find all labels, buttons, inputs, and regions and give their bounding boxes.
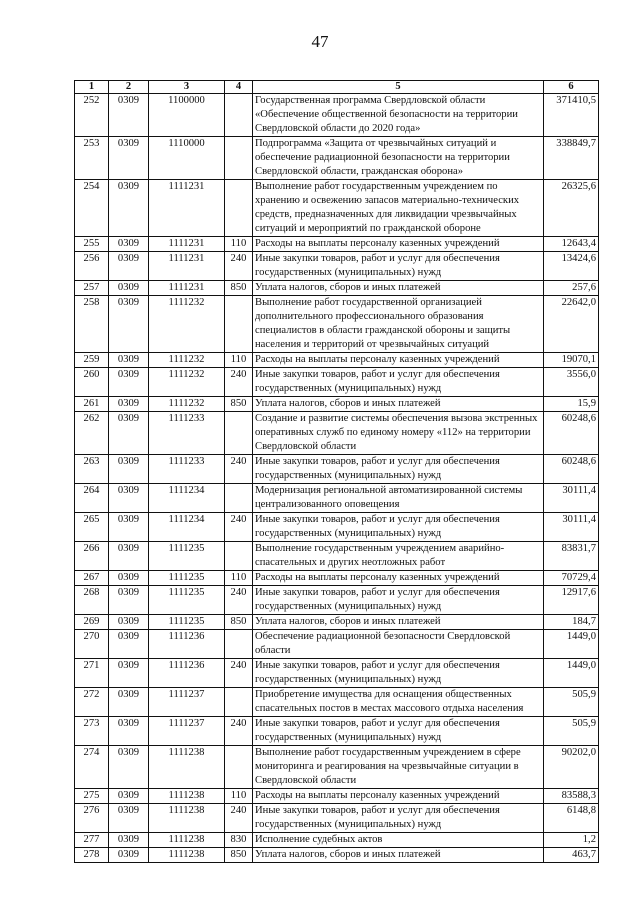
amount: 70729,4 bbox=[544, 571, 599, 586]
table-row bbox=[75, 368, 599, 397]
target-article-code: 1111231 bbox=[149, 252, 225, 281]
column-header: 3 bbox=[149, 81, 225, 94]
row-number: 264 bbox=[75, 484, 109, 513]
expense-type-code: 240 bbox=[225, 368, 253, 397]
expense-type-code bbox=[225, 688, 253, 717]
section-code: 0309 bbox=[109, 630, 149, 659]
amount: 30111,4 bbox=[544, 513, 599, 542]
table-row bbox=[75, 94, 599, 137]
section-code: 0309 bbox=[109, 717, 149, 746]
item-name: Уплата налогов, сборов и иных платежей bbox=[253, 848, 544, 863]
column-header: 4 bbox=[225, 81, 253, 94]
table-row bbox=[75, 659, 599, 688]
amount: 505,9 bbox=[544, 717, 599, 746]
item-name: Обеспечение радиационной безопасности Свердловской области bbox=[253, 630, 544, 659]
target-article-code: 1111232 bbox=[149, 353, 225, 368]
table-row bbox=[75, 137, 599, 180]
expense-type-code bbox=[225, 746, 253, 789]
section-code: 0309 bbox=[109, 571, 149, 586]
row-number: 270 bbox=[75, 630, 109, 659]
target-article-code: 1111234 bbox=[149, 484, 225, 513]
amount: 338849,7 bbox=[544, 137, 599, 180]
amount: 60248,6 bbox=[544, 455, 599, 484]
item-name: Создание и развитие системы обеспечения вызова экстренных оперативных служб по единому номеру «112» на территории Свердловской области bbox=[253, 412, 544, 455]
row-number: 256 bbox=[75, 252, 109, 281]
expense-type-code bbox=[225, 412, 253, 455]
table-row bbox=[75, 281, 599, 296]
expense-type-code: 850 bbox=[225, 615, 253, 630]
amount: 15,9 bbox=[544, 397, 599, 412]
section-code: 0309 bbox=[109, 789, 149, 804]
expense-type-code bbox=[225, 296, 253, 353]
table-row bbox=[75, 717, 599, 746]
row-number: 277 bbox=[75, 833, 109, 848]
expense-type-code: 850 bbox=[225, 281, 253, 296]
page-number: 47 bbox=[311, 32, 329, 51]
expense-type-code bbox=[225, 542, 253, 571]
section-code: 0309 bbox=[109, 833, 149, 848]
target-article-code: 1111235 bbox=[149, 586, 225, 615]
row-number: 273 bbox=[75, 717, 109, 746]
section-code: 0309 bbox=[109, 455, 149, 484]
target-article-code: 1111233 bbox=[149, 455, 225, 484]
table-row bbox=[75, 397, 599, 412]
expense-type-code bbox=[225, 137, 253, 180]
target-article-code: 1111235 bbox=[149, 615, 225, 630]
row-number: 271 bbox=[75, 659, 109, 688]
row-number: 260 bbox=[75, 368, 109, 397]
column-header: 5 bbox=[253, 81, 544, 94]
item-name: Иные закупки товаров, работ и услуг для обеспечения государственных (муниципальных) нужд bbox=[253, 368, 544, 397]
amount: 184,7 bbox=[544, 615, 599, 630]
table-row bbox=[75, 542, 599, 571]
target-article-code: 1111238 bbox=[149, 746, 225, 789]
item-name: Выполнение работ государственной организацией дополнительного профессионального образования специалистов в области гражданской обороны и защиты населения и территорий от чрезвычайных ситуаций bbox=[253, 296, 544, 353]
section-code: 0309 bbox=[109, 746, 149, 789]
item-name: Иные закупки товаров, работ и услуг для обеспечения государственных (муниципальных) нужд bbox=[253, 804, 544, 833]
item-name: Подпрограмма «Защита от чрезвычайных ситуаций и обеспечение радиационной безопасности на территории Свердловской области, гражданская оборона» bbox=[253, 137, 544, 180]
table-row bbox=[75, 746, 599, 789]
expense-type-code: 240 bbox=[225, 586, 253, 615]
budget-table bbox=[74, 80, 599, 863]
expense-type-code bbox=[225, 180, 253, 237]
item-name: Модернизация региональной автоматизированной системы централизованного оповещения bbox=[253, 484, 544, 513]
item-name: Расходы на выплаты персоналу казенных учреждений bbox=[253, 237, 544, 252]
amount: 257,6 bbox=[544, 281, 599, 296]
target-article-code: 1111231 bbox=[149, 281, 225, 296]
target-article-code: 1111238 bbox=[149, 833, 225, 848]
section-code: 0309 bbox=[109, 615, 149, 630]
row-number: 261 bbox=[75, 397, 109, 412]
item-name: Расходы на выплаты персоналу казенных учреждений bbox=[253, 353, 544, 368]
target-article-code: 1111234 bbox=[149, 513, 225, 542]
amount: 1,2 bbox=[544, 833, 599, 848]
section-code: 0309 bbox=[109, 397, 149, 412]
target-article-code: 1111238 bbox=[149, 804, 225, 833]
expense-type-code: 240 bbox=[225, 717, 253, 746]
target-article-code: 1111232 bbox=[149, 397, 225, 412]
item-name: Государственная программа Свердловской области «Обеспечение общественной безопасности на территории Свердловской области до 2020 года» bbox=[253, 94, 544, 137]
amount: 1449,0 bbox=[544, 659, 599, 688]
table-row bbox=[75, 252, 599, 281]
item-name: Выполнение работ государственным учреждением в сфере мониторинга и реагирования на чрезвычайные ситуации в Свердловской области bbox=[253, 746, 544, 789]
target-article-code: 1111233 bbox=[149, 412, 225, 455]
expense-type-code bbox=[225, 484, 253, 513]
row-number: 275 bbox=[75, 789, 109, 804]
item-name: Исполнение судебных актов bbox=[253, 833, 544, 848]
target-article-code: 1111231 bbox=[149, 180, 225, 237]
row-number: 272 bbox=[75, 688, 109, 717]
table-row bbox=[75, 455, 599, 484]
section-code: 0309 bbox=[109, 137, 149, 180]
expense-type-code: 240 bbox=[225, 252, 253, 281]
amount: 371410,5 bbox=[544, 94, 599, 137]
target-article-code: 1111232 bbox=[149, 296, 225, 353]
column-header: 2 bbox=[109, 81, 149, 94]
row-number: 267 bbox=[75, 571, 109, 586]
expense-type-code: 850 bbox=[225, 848, 253, 863]
amount: 3556,0 bbox=[544, 368, 599, 397]
section-code: 0309 bbox=[109, 180, 149, 237]
amount: 1449,0 bbox=[544, 630, 599, 659]
target-article-code: 1111236 bbox=[149, 630, 225, 659]
section-code: 0309 bbox=[109, 237, 149, 252]
item-name: Иные закупки товаров, работ и услуг для обеспечения государственных (муниципальных) нужд bbox=[253, 252, 544, 281]
item-name: Иные закупки товаров, работ и услуг для обеспечения государственных (муниципальных) нужд bbox=[253, 659, 544, 688]
expense-type-code: 110 bbox=[225, 237, 253, 252]
section-code: 0309 bbox=[109, 659, 149, 688]
section-code: 0309 bbox=[109, 281, 149, 296]
row-number: 269 bbox=[75, 615, 109, 630]
item-name: Иные закупки товаров, работ и услуг для обеспечения государственных (муниципальных) нужд bbox=[253, 455, 544, 484]
row-number: 255 bbox=[75, 237, 109, 252]
table-header-row bbox=[75, 81, 599, 94]
section-code: 0309 bbox=[109, 542, 149, 571]
amount: 505,9 bbox=[544, 688, 599, 717]
row-number: 268 bbox=[75, 586, 109, 615]
expense-type-code: 830 bbox=[225, 833, 253, 848]
table-row bbox=[75, 180, 599, 237]
amount: 83831,7 bbox=[544, 542, 599, 571]
table-row bbox=[75, 571, 599, 586]
row-number: 274 bbox=[75, 746, 109, 789]
section-code: 0309 bbox=[109, 586, 149, 615]
expense-type-code: 240 bbox=[225, 455, 253, 484]
expense-type-code: 850 bbox=[225, 397, 253, 412]
table-row bbox=[75, 353, 599, 368]
row-number: 278 bbox=[75, 848, 109, 863]
table-row bbox=[75, 615, 599, 630]
table-row bbox=[75, 848, 599, 863]
amount: 12917,6 bbox=[544, 586, 599, 615]
amount: 90202,0 bbox=[544, 746, 599, 789]
amount: 83588,3 bbox=[544, 789, 599, 804]
amount: 463,7 bbox=[544, 848, 599, 863]
item-name: Уплата налогов, сборов и иных платежей bbox=[253, 397, 544, 412]
amount: 60248,6 bbox=[544, 412, 599, 455]
item-name: Выполнение государственным учреждением аварийно-спасательных и других неотложных работ bbox=[253, 542, 544, 571]
item-name: Уплата налогов, сборов и иных платежей bbox=[253, 615, 544, 630]
section-code: 0309 bbox=[109, 353, 149, 368]
section-code: 0309 bbox=[109, 848, 149, 863]
row-number: 252 bbox=[75, 94, 109, 137]
section-code: 0309 bbox=[109, 368, 149, 397]
target-article-code: 1111238 bbox=[149, 848, 225, 863]
expense-type-code bbox=[225, 630, 253, 659]
target-article-code: 1110000 bbox=[149, 137, 225, 180]
section-code: 0309 bbox=[109, 804, 149, 833]
expense-type-code: 110 bbox=[225, 789, 253, 804]
table-row bbox=[75, 237, 599, 252]
section-code: 0309 bbox=[109, 484, 149, 513]
section-code: 0309 bbox=[109, 94, 149, 137]
amount: 22642,0 bbox=[544, 296, 599, 353]
table-body bbox=[75, 94, 599, 863]
item-name: Иные закупки товаров, работ и услуг для обеспечения государственных (муниципальных) нужд bbox=[253, 586, 544, 615]
item-name: Расходы на выплаты персоналу казенных учреждений bbox=[253, 571, 544, 586]
target-article-code: 1111231 bbox=[149, 237, 225, 252]
target-article-code: 1100000 bbox=[149, 94, 225, 137]
expense-type-code: 110 bbox=[225, 353, 253, 368]
row-number: 254 bbox=[75, 180, 109, 237]
row-number: 265 bbox=[75, 513, 109, 542]
row-number: 258 bbox=[75, 296, 109, 353]
item-name: Выполнение работ государственным учреждением по хранению и освежению запасов материально-технических средств, предназначенных для ликвидации чрезвычайных ситуаций и мероприятий по гражданской обороне bbox=[253, 180, 544, 237]
target-article-code: 1111238 bbox=[149, 789, 225, 804]
column-header: 6 bbox=[544, 81, 599, 94]
table-row bbox=[75, 296, 599, 353]
table-row bbox=[75, 586, 599, 615]
expense-type-code: 240 bbox=[225, 804, 253, 833]
section-code: 0309 bbox=[109, 252, 149, 281]
target-article-code: 1111232 bbox=[149, 368, 225, 397]
expense-type-code: 110 bbox=[225, 571, 253, 586]
amount: 19070,1 bbox=[544, 353, 599, 368]
row-number: 253 bbox=[75, 137, 109, 180]
row-number: 257 bbox=[75, 281, 109, 296]
target-article-code: 1111235 bbox=[149, 571, 225, 586]
row-number: 259 bbox=[75, 353, 109, 368]
target-article-code: 1111236 bbox=[149, 659, 225, 688]
item-name: Уплата налогов, сборов и иных платежей bbox=[253, 281, 544, 296]
column-header: 1 bbox=[75, 81, 109, 94]
table-row bbox=[75, 630, 599, 659]
table-row bbox=[75, 804, 599, 833]
row-number: 276 bbox=[75, 804, 109, 833]
amount: 12643,4 bbox=[544, 237, 599, 252]
table-row bbox=[75, 484, 599, 513]
amount: 6148,8 bbox=[544, 804, 599, 833]
section-code: 0309 bbox=[109, 296, 149, 353]
item-name: Иные закупки товаров, работ и услуг для обеспечения государственных (муниципальных) нужд bbox=[253, 513, 544, 542]
section-code: 0309 bbox=[109, 688, 149, 717]
target-article-code: 1111237 bbox=[149, 717, 225, 746]
table-row bbox=[75, 688, 599, 717]
target-article-code: 1111237 bbox=[149, 688, 225, 717]
section-code: 0309 bbox=[109, 513, 149, 542]
expense-type-code: 240 bbox=[225, 513, 253, 542]
section-code: 0309 bbox=[109, 412, 149, 455]
row-number: 263 bbox=[75, 455, 109, 484]
item-name: Расходы на выплаты персоналу казенных учреждений bbox=[253, 789, 544, 804]
item-name: Иные закупки товаров, работ и услуг для обеспечения государственных (муниципальных) нужд bbox=[253, 717, 544, 746]
table-row bbox=[75, 513, 599, 542]
amount: 13424,6 bbox=[544, 252, 599, 281]
target-article-code: 1111235 bbox=[149, 542, 225, 571]
expense-type-code bbox=[225, 94, 253, 137]
amount: 30111,4 bbox=[544, 484, 599, 513]
amount: 26325,6 bbox=[544, 180, 599, 237]
expense-type-code: 240 bbox=[225, 659, 253, 688]
table-row bbox=[75, 412, 599, 455]
row-number: 262 bbox=[75, 412, 109, 455]
table-row bbox=[75, 789, 599, 804]
row-number: 266 bbox=[75, 542, 109, 571]
table-row bbox=[75, 833, 599, 848]
item-name: Приобретение имущества для оснащения общественных спасательных постов в местах массового отдыха населения bbox=[253, 688, 544, 717]
